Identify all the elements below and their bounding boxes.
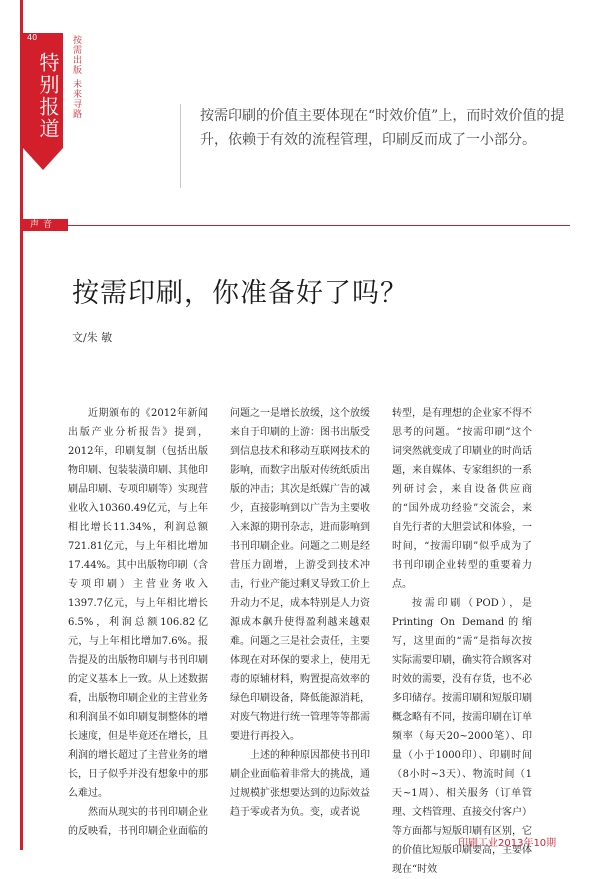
- paragraph: 上述的种种原因都使书刊印刷企业面临着非常大的挑战，通过规模扩张想要达到的边际效益趋于零或者为负。变，或者说: [230, 750, 370, 818]
- banner-tip: [23, 148, 63, 170]
- banner-title: 特别报道: [36, 52, 60, 140]
- body-column-2: [230, 404, 370, 836]
- paragraph: 近期颁布的《2012年新闻出版产业分析报告》提到，2012年，印刷复制（包括出版物印刷、包装装潢印刷、其他印刷品印刷、专项印刷等）实现营业收入10360.49亿元，与上年相比增长11.34%，利润总额721.81亿元，与上年相比增加17.44%。其中出版物印刷（含专项印刷）主营业务收入1397.7亿元，与上年相比增长6.5%，利润总额106.82亿元，与上年相比增加7.6%。报告提及的出版物印刷与书刊印刷的定义基本上一致。从上述数据看，出版物印刷企业的主营业务和利润虽不如印刷复制整体的增长速度，但是毕竟还在增长，且利润的增长超过了主营业务的增长，日子似乎并没有想象中的那么难过。: [68, 408, 208, 799]
- paragraph: 然而从现实的书刊印刷企业的反映看，书刊印刷企业面临的: [68, 807, 208, 837]
- paragraph: 转型，是有理想的企业家不得不思考的问题。“按需印刷”这个词突然就变成了印刷业的时尚话题，来自媒体、专家组织的一系列研讨会，来自设备供应商的“国外成功经验”交流会，来自先行者的大胆尝试和体验，一时间，“按需印刷”似乎成为了书刊印刷企业转型的重要着力点。: [392, 408, 532, 590]
- section-label: 声音: [30, 220, 57, 230]
- page-number: 40: [27, 33, 38, 42]
- column-subtitle: 按需出版 未来寻路: [71, 35, 81, 119]
- article-title: 按需印刷，你准备好了吗？: [72, 278, 408, 309]
- lead-quote: 按需印刷的价值主要体现在“时效价值”上，而时效价值的提升，依赖于有效的流程管理，印刷反而成了一小部分。: [200, 108, 565, 148]
- body-column-1: [68, 404, 208, 836]
- paragraph: 问题之一是增长放缓，这个放缓来自于印刷的上游：图书出版受到信息技术和移动互联网技术的影响，而数字出版对传统纸质出版的冲击；其次是纸媒广告的减少，直接影响到以广告为主要收入来源的期刊杂志，进而影响到书刊印刷企业。问题之二则是经营压力剧增，上游受到技术冲击，行业产能过剩叉导致工价上升动力不足，成本特别是人力资源成本飙升使得盈利越来越艰难。问题之三是社会责任，主要体现在对环保的要求上，使用无毒的原辅材料，购置提高效率的绿色印刷设备，降低能源消耗，对废气物进行统一管理等等都需要进行再投入。: [230, 408, 370, 742]
- footer-issue: 印刷工业2013年10期: [458, 838, 557, 849]
- article-byline: 文/朱 敏: [72, 331, 113, 344]
- section-divider: [68, 225, 570, 226]
- lead-rule: [180, 104, 181, 188]
- paragraph: 按需印刷（POD），是Printing On Demand的缩写，这里面的“需”是指每次按实际需要印刷，确实符合顾客对时效的需要，没有存货，也不必多印储存。按需印刷和短版印刷概念略有不同，按需印刷在订单频率（每天20~2000笔）、印量（小于1000印）、印刷时间（8小时~3天）、物流时间（1天~1周）、相关服务（订单管理、文档管理、直接交付客户）等方面都与短版印刷有区别，它的价值比短版印刷要高，主要体现在“时效: [392, 598, 532, 875]
